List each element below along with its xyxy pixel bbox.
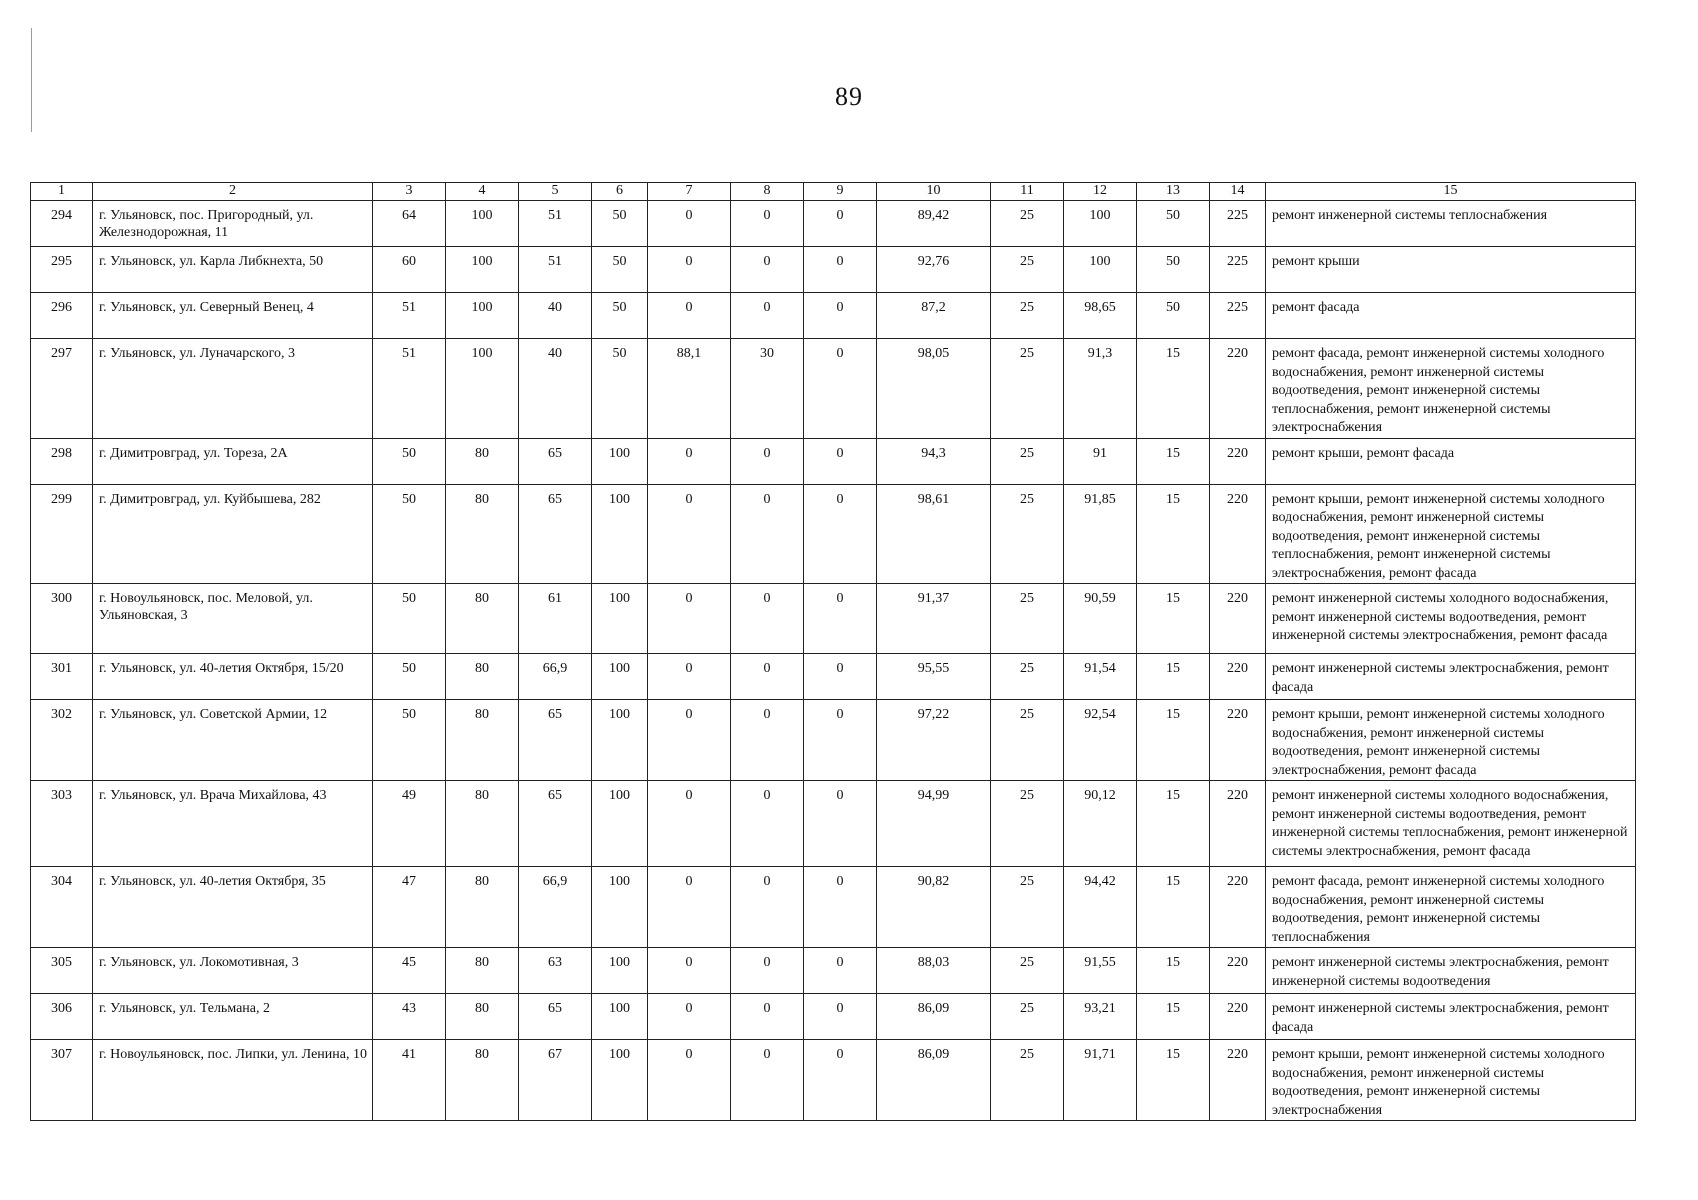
cell-work-types: ремонт крыши, ремонт фасада [1266,438,1636,484]
table-row [31,867,1636,948]
column-header-1: 1 [31,183,93,201]
cell-col-3: 50 [373,484,446,584]
cell-address: г. Ульяновск, ул. Луначарского, 3 [93,339,373,439]
table-row [31,438,1636,484]
cell-col-6: 50 [592,339,648,439]
cell-col-14: 220 [1210,700,1266,781]
cell-col-14: 220 [1210,948,1266,994]
cell-col-5: 65 [519,700,592,781]
column-header-14: 14 [1210,183,1266,201]
cell-address: г. Ульяновск, ул. Тельмана, 2 [93,994,373,1040]
cell-col-8: 0 [731,781,804,867]
cell-col-3: 50 [373,700,446,781]
cell-address: г. Новоульяновск, пос. Меловой, ул. Ульяновская, 3 [93,584,373,654]
table-row [31,293,1636,339]
cell-col-10: 94,99 [877,781,991,867]
table-row [31,700,1636,781]
cell-col-14: 220 [1210,484,1266,584]
cell-col-5: 66,9 [519,867,592,948]
cell-col-7: 0 [648,201,731,247]
cell-col-6: 100 [592,867,648,948]
cell-col-11: 25 [991,484,1064,584]
table-row [31,247,1636,293]
cell-col-7: 0 [648,781,731,867]
cell-col-13: 15 [1137,1040,1210,1121]
cell-address: г. Ульяновск, ул. Локомотивная, 3 [93,948,373,994]
cell-col-8: 0 [731,654,804,700]
cell-col-9: 0 [804,584,877,654]
cell-col-7: 0 [648,948,731,994]
cell-work-types: ремонт фасада, ремонт инженерной системы холодного водоснабжения, ремонт инженерной системы водоотведения, ремонт инженерной системы теплоснабжения, ремонт инженерной системы электроснабжения [1266,339,1636,439]
cell-col-3: 49 [373,781,446,867]
table-row [31,201,1636,247]
cell-col-6: 100 [592,1040,648,1121]
cell-col-11: 25 [991,438,1064,484]
cell-col-11: 25 [991,201,1064,247]
cell-col-4: 80 [446,1040,519,1121]
cell-address: г. Ульяновск, ул. Советской Армии, 12 [93,700,373,781]
cell-col-10: 94,3 [877,438,991,484]
cell-col-4: 100 [446,201,519,247]
column-header-11: 11 [991,183,1064,201]
cell-col-9: 0 [804,700,877,781]
cell-col-13: 15 [1137,700,1210,781]
cell-col-6: 50 [592,201,648,247]
cell-col-7: 0 [648,1040,731,1121]
cell-col-5: 40 [519,293,592,339]
cell-col-10: 98,05 [877,339,991,439]
cell-col-13: 50 [1137,201,1210,247]
cell-row-number: 295 [31,247,93,293]
cell-col-11: 25 [991,293,1064,339]
cell-row-number: 297 [31,339,93,439]
cell-col-3: 50 [373,654,446,700]
cell-col-6: 100 [592,484,648,584]
cell-col-5: 65 [519,484,592,584]
cell-work-types: ремонт инженерной системы холодного водоснабжения, ремонт инженерной системы водоотведения, ремонт инженерной системы электроснабжения, ремонт фасада [1266,584,1636,654]
cell-col-12: 90,12 [1064,781,1137,867]
cell-row-number: 301 [31,654,93,700]
cell-work-types: ремонт инженерной системы электроснабжения, ремонт инженерной системы водоотведения [1266,948,1636,994]
cell-col-9: 0 [804,1040,877,1121]
table-row [31,584,1636,654]
cell-col-9: 0 [804,484,877,584]
cell-work-types: ремонт крыши [1266,247,1636,293]
cell-col-6: 100 [592,948,648,994]
table-row [31,994,1636,1040]
cell-row-number: 306 [31,994,93,1040]
cell-col-13: 15 [1137,584,1210,654]
cell-col-12: 91,3 [1064,339,1137,439]
cell-col-11: 25 [991,948,1064,994]
cell-col-7: 0 [648,867,731,948]
cell-col-10: 92,76 [877,247,991,293]
cell-work-types: ремонт фасада, ремонт инженерной системы холодного водоснабжения, ремонт инженерной системы водоотведения, ремонт инженерной системы теплоснабжения [1266,867,1636,948]
cell-col-3: 51 [373,293,446,339]
cell-col-10: 91,37 [877,584,991,654]
cell-col-8: 0 [731,584,804,654]
cell-col-7: 0 [648,438,731,484]
cell-address: г. Димитровград, ул. Куйбышева, 282 [93,484,373,584]
cell-col-12: 91,85 [1064,484,1137,584]
cell-row-number: 296 [31,293,93,339]
cell-col-9: 0 [804,438,877,484]
cell-col-10: 97,22 [877,700,991,781]
cell-col-4: 80 [446,700,519,781]
cell-col-7: 0 [648,994,731,1040]
cell-col-12: 91,55 [1064,948,1137,994]
cell-col-5: 67 [519,1040,592,1121]
cell-col-6: 100 [592,438,648,484]
cell-work-types: ремонт крыши, ремонт инженерной системы холодного водоснабжения, ремонт инженерной системы водоотведения, ремонт инженерной системы электроснабжения, ремонт фасада [1266,700,1636,781]
cell-col-3: 51 [373,339,446,439]
cell-col-12: 100 [1064,247,1137,293]
cell-col-8: 0 [731,293,804,339]
cell-col-9: 0 [804,781,877,867]
cell-address: г. Ульяновск, ул. Врача Михайлова, 43 [93,781,373,867]
cell-address: г. Ульяновск, ул. Карла Либкнехта, 50 [93,247,373,293]
cell-col-7: 0 [648,293,731,339]
cell-col-4: 100 [446,339,519,439]
cell-row-number: 294 [31,201,93,247]
page-number: 89 [835,82,863,111]
column-header-9: 9 [804,183,877,201]
column-header-15: 15 [1266,183,1636,201]
cell-col-7: 0 [648,700,731,781]
cell-col-9: 0 [804,654,877,700]
cell-col-11: 25 [991,994,1064,1040]
cell-col-5: 65 [519,994,592,1040]
column-header-3: 3 [373,183,446,201]
cell-col-4: 80 [446,438,519,484]
cell-col-3: 45 [373,948,446,994]
cell-col-14: 220 [1210,438,1266,484]
cell-col-5: 40 [519,339,592,439]
cell-col-8: 0 [731,700,804,781]
cell-col-3: 50 [373,584,446,654]
cell-work-types: ремонт инженерной системы электроснабжения, ремонт фасада [1266,654,1636,700]
cell-row-number: 299 [31,484,93,584]
cell-work-types: ремонт фасада [1266,293,1636,339]
cell-col-14: 220 [1210,867,1266,948]
cell-col-12: 91,54 [1064,654,1137,700]
cell-col-4: 80 [446,584,519,654]
margin-line [31,28,32,132]
column-header-6: 6 [592,183,648,201]
cell-col-10: 98,61 [877,484,991,584]
cell-work-types: ремонт инженерной системы теплоснабжения [1266,201,1636,247]
cell-col-14: 220 [1210,1040,1266,1121]
cell-col-5: 51 [519,201,592,247]
cell-col-6: 100 [592,700,648,781]
cell-col-4: 80 [446,781,519,867]
cell-col-9: 0 [804,994,877,1040]
cell-col-4: 80 [446,867,519,948]
data-table [30,182,1636,1121]
cell-col-4: 100 [446,293,519,339]
cell-col-3: 64 [373,201,446,247]
cell-col-13: 50 [1137,247,1210,293]
cell-col-9: 0 [804,201,877,247]
table-row [31,1040,1636,1121]
cell-col-4: 80 [446,484,519,584]
cell-col-13: 15 [1137,654,1210,700]
table-row [31,948,1636,994]
cell-row-number: 300 [31,584,93,654]
cell-col-14: 220 [1210,339,1266,439]
cell-col-7: 0 [648,654,731,700]
cell-col-5: 65 [519,438,592,484]
cell-col-10: 95,55 [877,654,991,700]
header-row [31,183,1636,201]
table-body [31,201,1636,1121]
cell-col-6: 100 [592,584,648,654]
cell-col-4: 100 [446,247,519,293]
cell-col-6: 50 [592,293,648,339]
cell-col-9: 0 [804,293,877,339]
cell-col-3: 60 [373,247,446,293]
cell-col-5: 66,9 [519,654,592,700]
cell-col-14: 225 [1210,247,1266,293]
cell-col-14: 220 [1210,584,1266,654]
cell-col-8: 0 [731,201,804,247]
column-header-10: 10 [877,183,991,201]
cell-col-12: 90,59 [1064,584,1137,654]
cell-col-10: 86,09 [877,1040,991,1121]
cell-col-10: 87,2 [877,293,991,339]
cell-col-14: 225 [1210,293,1266,339]
cell-col-8: 0 [731,948,804,994]
cell-col-13: 15 [1137,867,1210,948]
table-row [31,484,1636,584]
cell-col-12: 91 [1064,438,1137,484]
cell-address: г. Ульяновск, ул. 40-летия Октября, 35 [93,867,373,948]
cell-col-6: 100 [592,654,648,700]
cell-row-number: 298 [31,438,93,484]
cell-address: г. Ульяновск, пос. Пригородный, ул. Железнодорожная, 11 [93,201,373,247]
cell-col-13: 15 [1137,339,1210,439]
cell-col-11: 25 [991,339,1064,439]
cell-col-14: 220 [1210,994,1266,1040]
cell-col-9: 0 [804,339,877,439]
cell-col-8: 0 [731,867,804,948]
cell-col-12: 93,21 [1064,994,1137,1040]
cell-work-types: ремонт инженерной системы электроснабжения, ремонт фасада [1266,994,1636,1040]
column-header-12: 12 [1064,183,1137,201]
cell-col-10: 86,09 [877,994,991,1040]
cell-col-12: 98,65 [1064,293,1137,339]
cell-col-7: 0 [648,247,731,293]
cell-row-number: 303 [31,781,93,867]
cell-col-5: 63 [519,948,592,994]
cell-address: г. Ульяновск, ул. Северный Венец, 4 [93,293,373,339]
cell-col-11: 25 [991,700,1064,781]
cell-col-11: 25 [991,781,1064,867]
cell-col-8: 0 [731,438,804,484]
cell-row-number: 304 [31,867,93,948]
cell-col-7: 88,1 [648,339,731,439]
cell-col-9: 0 [804,867,877,948]
cell-work-types: ремонт крыши, ремонт инженерной системы холодного водоснабжения, ремонт инженерной системы водоотведения, ремонт инженерной системы теплоснабжения, ремонт инженерной системы электроснабжения, ремонт фасада [1266,484,1636,584]
cell-col-8: 30 [731,339,804,439]
column-header-4: 4 [446,183,519,201]
cell-col-10: 90,82 [877,867,991,948]
cell-col-3: 50 [373,438,446,484]
cell-col-12: 91,71 [1064,1040,1137,1121]
cell-col-3: 43 [373,994,446,1040]
cell-col-6: 50 [592,247,648,293]
cell-col-4: 80 [446,994,519,1040]
cell-col-10: 89,42 [877,201,991,247]
cell-col-13: 15 [1137,948,1210,994]
cell-col-12: 92,54 [1064,700,1137,781]
cell-row-number: 307 [31,1040,93,1121]
cell-col-3: 41 [373,1040,446,1121]
table-row [31,654,1636,700]
cell-work-types: ремонт инженерной системы холодного водоснабжения, ремонт инженерной системы водоотведения, ремонт инженерной системы теплоснабжения, ремонт инженерной системы электроснабжения, ремонт фасада [1266,781,1636,867]
cell-col-9: 0 [804,247,877,293]
cell-col-8: 0 [731,994,804,1040]
cell-col-14: 220 [1210,654,1266,700]
cell-address: г. Ульяновск, ул. 40-летия Октября, 15/20 [93,654,373,700]
cell-col-6: 100 [592,994,648,1040]
cell-col-11: 25 [991,654,1064,700]
column-header-8: 8 [731,183,804,201]
cell-work-types: ремонт крыши, ремонт инженерной системы холодного водоснабжения, ремонт инженерной системы водоотведения, ремонт инженерной системы электроснабжения [1266,1040,1636,1121]
cell-col-8: 0 [731,484,804,584]
cell-address: г. Новоульяновск, пос. Липки, ул. Ленина, 10 [93,1040,373,1121]
cell-col-14: 225 [1210,201,1266,247]
cell-col-12: 94,42 [1064,867,1137,948]
column-header-7: 7 [648,183,731,201]
cell-col-13: 15 [1137,994,1210,1040]
cell-col-4: 80 [446,948,519,994]
cell-col-13: 15 [1137,781,1210,867]
cell-col-8: 0 [731,1040,804,1121]
cell-col-13: 50 [1137,293,1210,339]
cell-col-11: 25 [991,867,1064,948]
cell-col-5: 65 [519,781,592,867]
cell-col-7: 0 [648,584,731,654]
cell-row-number: 302 [31,700,93,781]
column-header-13: 13 [1137,183,1210,201]
cell-col-3: 47 [373,867,446,948]
cell-col-13: 15 [1137,484,1210,584]
cell-col-7: 0 [648,484,731,584]
cell-col-4: 80 [446,654,519,700]
column-header-5: 5 [519,183,592,201]
column-header-2: 2 [93,183,373,201]
table-row [31,339,1636,439]
cell-col-13: 15 [1137,438,1210,484]
cell-col-14: 220 [1210,781,1266,867]
cell-col-10: 88,03 [877,948,991,994]
table-row [31,781,1636,867]
cell-col-6: 100 [592,781,648,867]
cell-col-11: 25 [991,247,1064,293]
cell-col-9: 0 [804,948,877,994]
cell-col-5: 61 [519,584,592,654]
cell-row-number: 305 [31,948,93,994]
cell-col-11: 25 [991,584,1064,654]
cell-col-8: 0 [731,247,804,293]
cell-col-5: 51 [519,247,592,293]
cell-col-11: 25 [991,1040,1064,1121]
cell-col-12: 100 [1064,201,1137,247]
cell-address: г. Димитровград, ул. Тореза, 2А [93,438,373,484]
